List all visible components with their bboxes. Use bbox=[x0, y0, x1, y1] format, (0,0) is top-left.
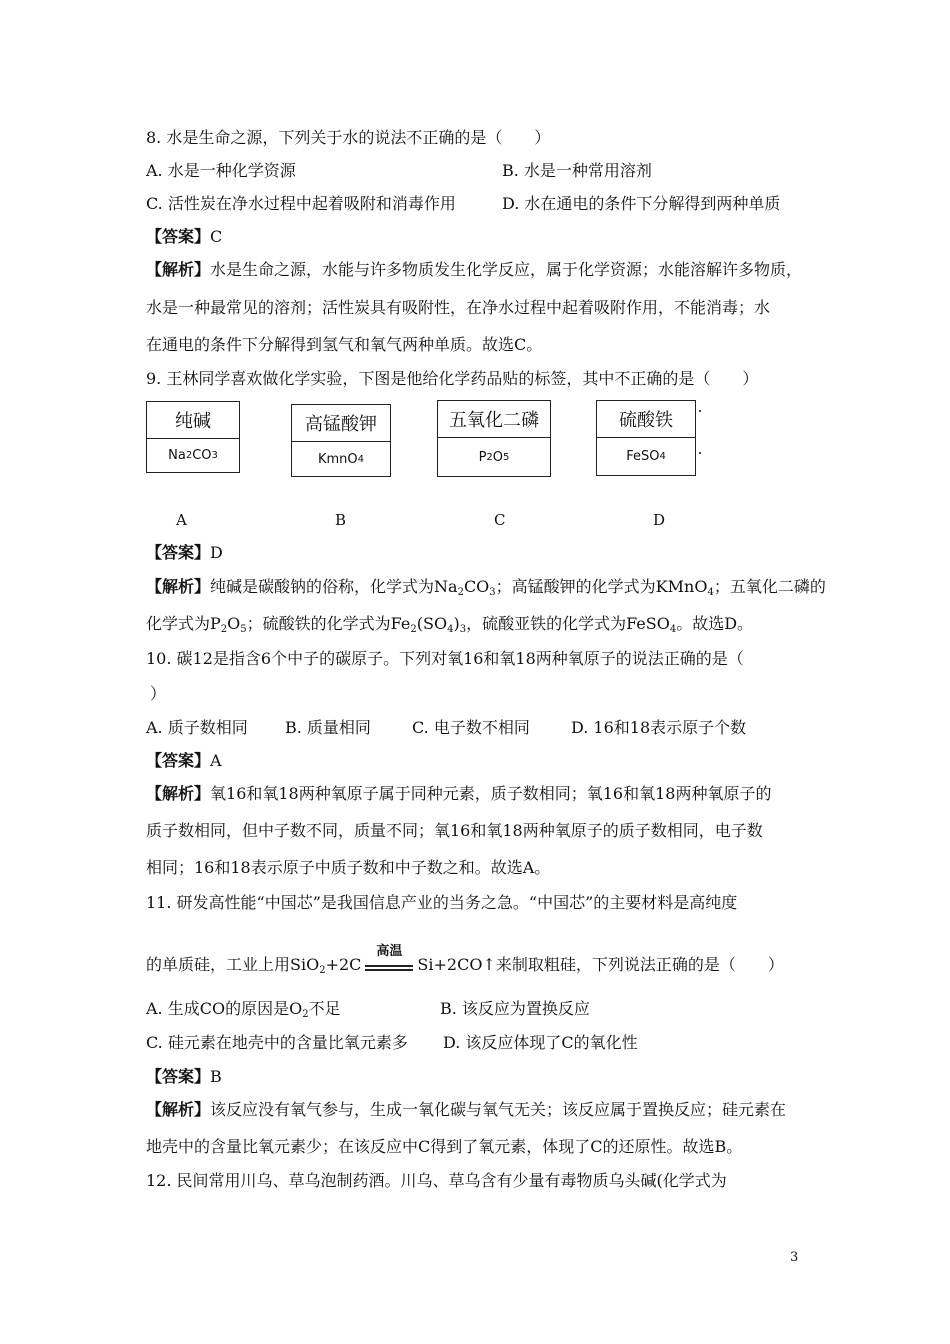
answer-value: A bbox=[210, 751, 222, 770]
answer-tag: 【答案】 bbox=[146, 1067, 211, 1086]
q8-analysis-line-1 bbox=[146, 260, 802, 280]
q11-stem-line-2: 的单质硅，工业上用SiO$_2$+2C 高温 Si+2CO↑来制取粗硅，下列说法正确的是（ ） bbox=[146, 943, 784, 976]
answer-value: C bbox=[210, 227, 223, 246]
q11-analysis-line-2: 地壳中的含量比氧元素少；在该反应中C得到了氧元素，体现了C的还原性。故选B。 bbox=[146, 1137, 743, 1156]
analysis-text: 该反应没有氧气参与，生成一氧化碳与氧气无关；该反应属于置换反应；硅元素在 bbox=[210, 1100, 787, 1119]
q11-option-a: A. 生成CO的原因是$O_2$不足 bbox=[146, 999, 341, 1020]
q9-answer bbox=[146, 543, 223, 563]
q8-answer bbox=[146, 227, 222, 247]
q8-option-a: A. 水是一种化学资源 bbox=[146, 161, 296, 180]
reaction-condition bbox=[361, 943, 417, 976]
label-b bbox=[291, 404, 391, 477]
q11-option-c: C. 硅元素在地壳中的含量比氧元素多 bbox=[146, 1033, 408, 1052]
label-d bbox=[596, 400, 696, 476]
q10-analysis-line-1 bbox=[146, 784, 771, 804]
label-letter-c: C bbox=[494, 511, 506, 529]
q10-answer bbox=[146, 751, 222, 771]
q10-option-d: D. 16和18表示原子个数 bbox=[571, 718, 747, 737]
q9-analysis-line-2: 化学式为$P_2O_5$；硫酸铁的化学式为$Fe_2(SO_4)_3$，硫酸亚铁的化学式为FeSO$_4$。故选D。 bbox=[146, 614, 754, 635]
q11-stem-line-1: 11. 研发高性能“中国芯”是我国信息产业的当务之急。“中国芯”的主要材料是高纯度 bbox=[146, 893, 738, 912]
scan-mark bbox=[699, 410, 701, 412]
q12-stem-line-1: 12. 民间常用川乌、草乌泡制药酒。川乌、草乌含有少量有毒物质乌头碱(化学式为 bbox=[146, 1171, 727, 1190]
condition-text: 高温 bbox=[376, 943, 403, 959]
q8-stem: 8. 水是生命之源，下列关于水的说法不正确的是（ ） bbox=[146, 128, 551, 147]
label-letter-b: B bbox=[335, 511, 347, 529]
answer-tag: 【答案】 bbox=[146, 751, 211, 770]
q9-stem: 9. 王林同学喜欢做化学实验，下图是他给化学药品贴的标签，其中不正确的是（ ） bbox=[146, 369, 759, 388]
label-a bbox=[146, 401, 240, 473]
analysis-text: 氧16和氧18两种氧原子属于同种元素，质子数相同；氧16和氧18两种氧原子的 bbox=[210, 784, 772, 803]
answer-tag: 【答案】 bbox=[146, 227, 211, 246]
answer-tag: 【答案】 bbox=[146, 543, 211, 562]
label-name: 纯碱 bbox=[147, 402, 239, 439]
q8-analysis-line-2: 水是一种最常见的溶剂；活性炭具有吸附性，在净水过程中起着吸附作用，不能消毒；水 bbox=[146, 298, 771, 317]
q10-analysis-line-3: 相同；16和18表示原子中质子数和中子数之和。故选A。 bbox=[146, 858, 551, 877]
q8-option-d: D. 水在通电的条件下分解得到两种单质 bbox=[502, 194, 781, 213]
q10-option-c: C. 电子数不相同 bbox=[412, 718, 530, 737]
q11-analysis-line-1 bbox=[146, 1100, 786, 1120]
scan-mark bbox=[699, 452, 701, 454]
q9-analysis-line-1: 【解析】纯碱是碳酸钠的俗称，化学式为$Na_2CO_3$；高锰酸钾的化学式为KMnO$_4$；五氧化二磷的 bbox=[146, 577, 826, 598]
label-c bbox=[437, 400, 551, 477]
analysis-tag: 【解析】 bbox=[146, 260, 211, 279]
analysis-tag: 【解析】 bbox=[146, 784, 211, 803]
q10-analysis-line-2: 质子数相同，但中子数不同，质量不同；氧16和氧18两种氧原子的质子数相同，电子数 bbox=[146, 821, 763, 840]
label-formula: Kmn O 4 bbox=[317, 451, 365, 467]
analysis-tag: 【解析】 bbox=[146, 1100, 211, 1119]
q10-stem-line-2: ） bbox=[150, 684, 167, 703]
q8-analysis-line-3: 在通电的条件下分解得到氢气和氧气两种单质。故选C。 bbox=[146, 335, 543, 354]
q11-answer bbox=[146, 1067, 222, 1087]
q10-option-b: B. 质量相同 bbox=[285, 718, 371, 737]
label-name: 高锰酸钾 bbox=[292, 405, 390, 442]
answer-value: D bbox=[210, 543, 223, 562]
q8-option-b: B. 水是一种常用溶剂 bbox=[502, 161, 652, 180]
label-name: 硫酸铁 bbox=[597, 401, 695, 438]
label-letter-d: D bbox=[653, 511, 666, 529]
q10-option-a: A. 质子数相同 bbox=[146, 718, 248, 737]
q10-stem-line-1: 10. 碳12是指含6个中子的碳原子。下列对氧16和氧18两种氧原子的说法正确的是（ bbox=[146, 649, 744, 668]
analysis-tag: 【解析】 bbox=[146, 577, 211, 596]
label-formula: FeSO 4 bbox=[626, 449, 666, 464]
analysis-text: 水是生命之源，水能与许多物质发生化学反应，属于化学资源；水能溶解许多物质， bbox=[210, 260, 803, 279]
q8-option-c: C. 活性炭在净水过程中起着吸附和消毒作用 bbox=[146, 194, 456, 213]
q11-option-b: B. 该反应为置换反应 bbox=[440, 999, 590, 1018]
answer-value: B bbox=[210, 1067, 222, 1086]
label-formula: Na 2 CO 3 bbox=[168, 448, 218, 463]
label-name: 五氧化二磷 bbox=[438, 401, 550, 438]
label-formula: P 2 O 5 bbox=[478, 449, 510, 465]
label-letter-a: A bbox=[176, 511, 187, 529]
page-number: 3 bbox=[790, 1250, 799, 1265]
q11-option-d: D. 该反应体现了C的氧化性 bbox=[443, 1033, 638, 1052]
